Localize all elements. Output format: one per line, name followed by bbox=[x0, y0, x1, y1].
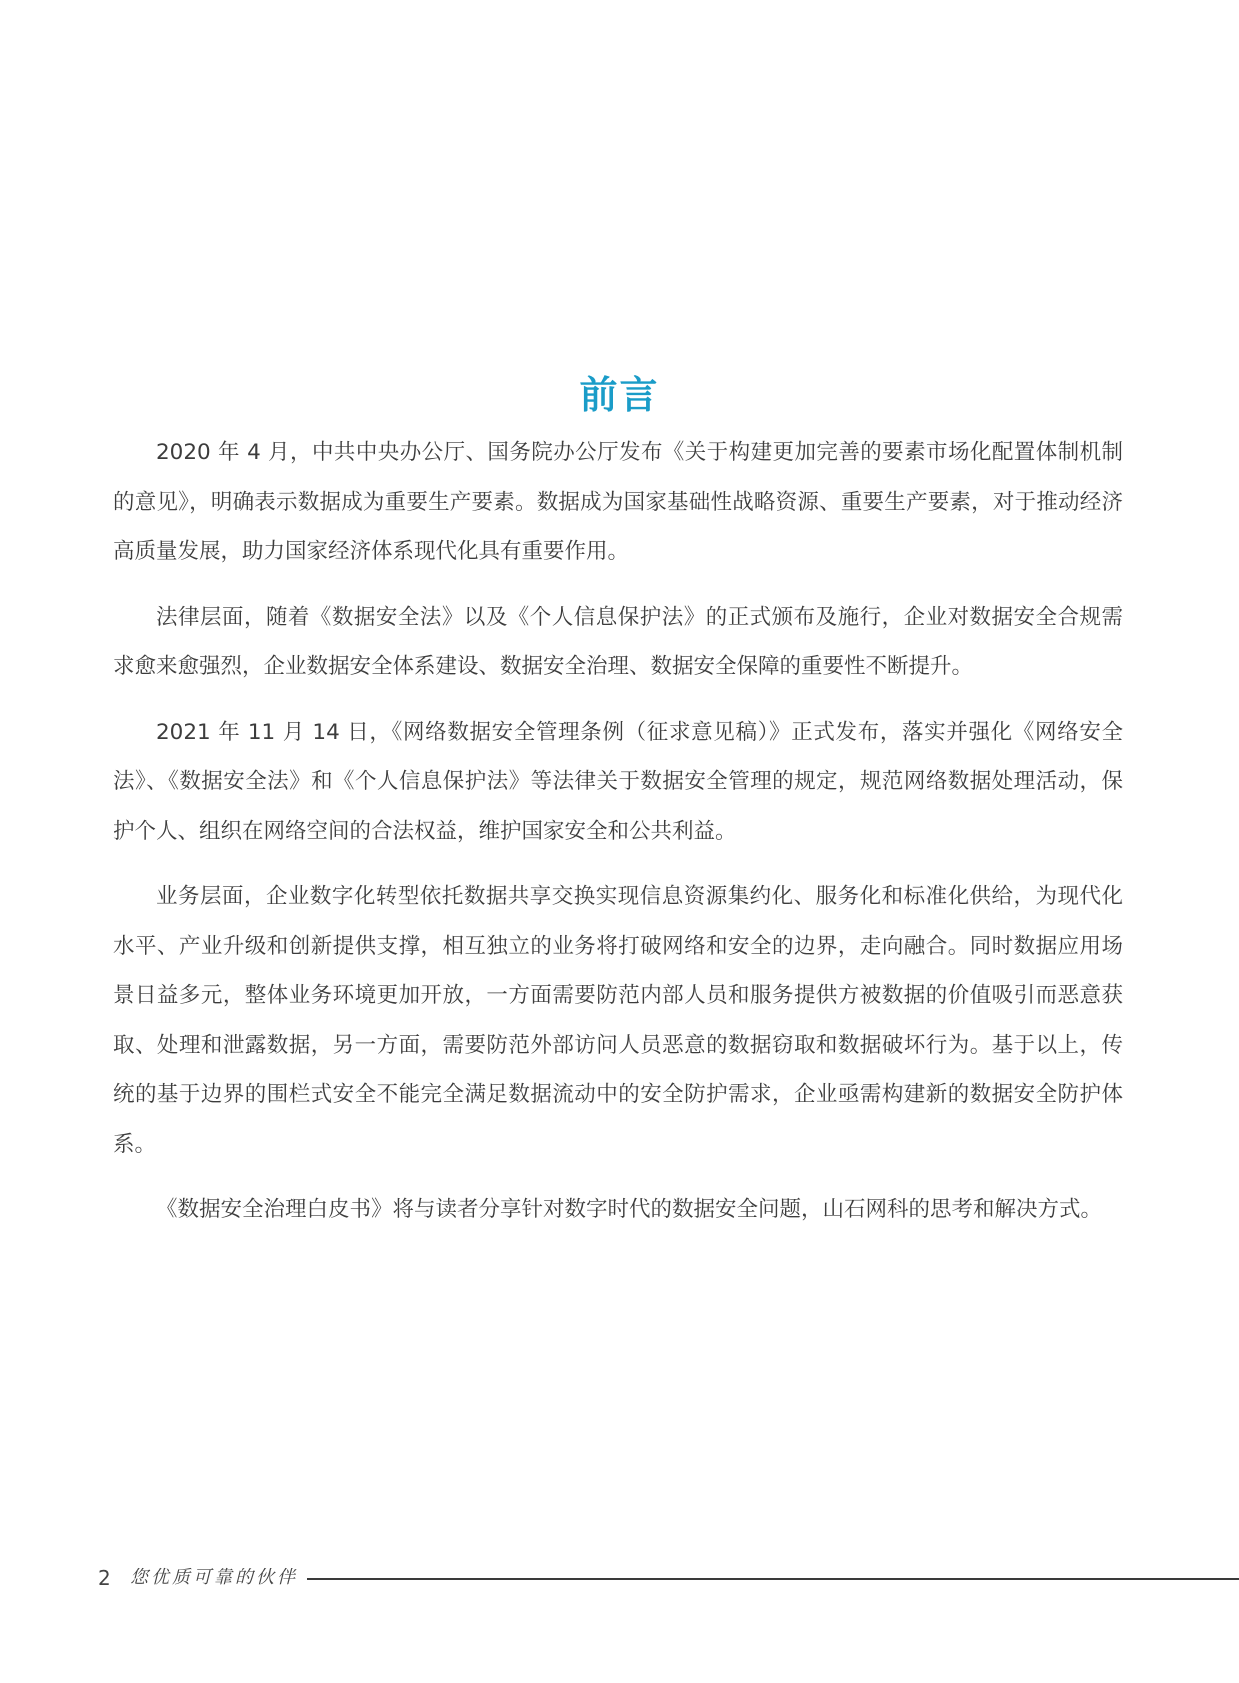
page-footer bbox=[98, 1563, 1239, 1593]
footer-slogan: 您优质可靠的伙伴 bbox=[130, 1567, 298, 1588]
page-title: 前言 bbox=[579, 373, 660, 417]
paragraph-2: 法律层面，随着《数据安全法》以及《个人信息保护法》的正式颁布及施行，企业对数据安全合规需求愈来愈强烈，企业数据安全体系建设、数据安全治理、数据安全保障的重要性不断提升。 bbox=[113, 604, 1123, 679]
paragraph-1: 2020 年 4 月，中共中央办公厅、国务院办公厅发布《关于构建更加完善的要素市场化配置体制机制的意见》，明确表示数据成为重要生产要素。数据成为国家基础性战略资源、重要生产要素，对于推动经济高质量发展，助力国家经济体系现代化具有重要作用。 bbox=[113, 440, 1123, 564]
body-content bbox=[113, 428, 1123, 1251]
paragraph-4: 业务层面，企业数字化转型依托数据共享交换实现信息资源集约化、服务化和标准化供给，为现代化水平、产业升级和创新提供支撑，相互独立的业务将打破网络和安全的边界，走向融合。同时数据应用场景日益多元，整体业务环境更加开放，一方面需要防范内部人员和服务提供方被数据的价值吸引而恶意获取、处理和泄露数据，另一方面，需要防范外部访问人员恶意的数据窃取和数据破坏行为。基于以上，传统的基于边界的围栏式安全不能完全满足数据流动中的安全防护需求，企业亟需构建新的数据安全防护体系。 bbox=[113, 884, 1123, 1157]
page-number: 2 bbox=[98, 1566, 111, 1590]
paragraph-3: 2021 年 11 月 14 日，《网络数据安全管理条例（征求意见稿）》正式发布，落实并强化《网络安全法》、《数据安全法》和《个人信息保护法》等法律关于数据安全管理的规定，规范网络数据处理活动，保护个人、组织在网络空间的合法权益，维护国家安全和公共利益。 bbox=[113, 719, 1123, 844]
paragraph-5: 《数据安全治理白皮书》将与读者分享针对数字时代的数据安全问题，山石网科的思考和解决方式。 bbox=[156, 1197, 1103, 1222]
footer-divider bbox=[307, 1578, 1239, 1580]
